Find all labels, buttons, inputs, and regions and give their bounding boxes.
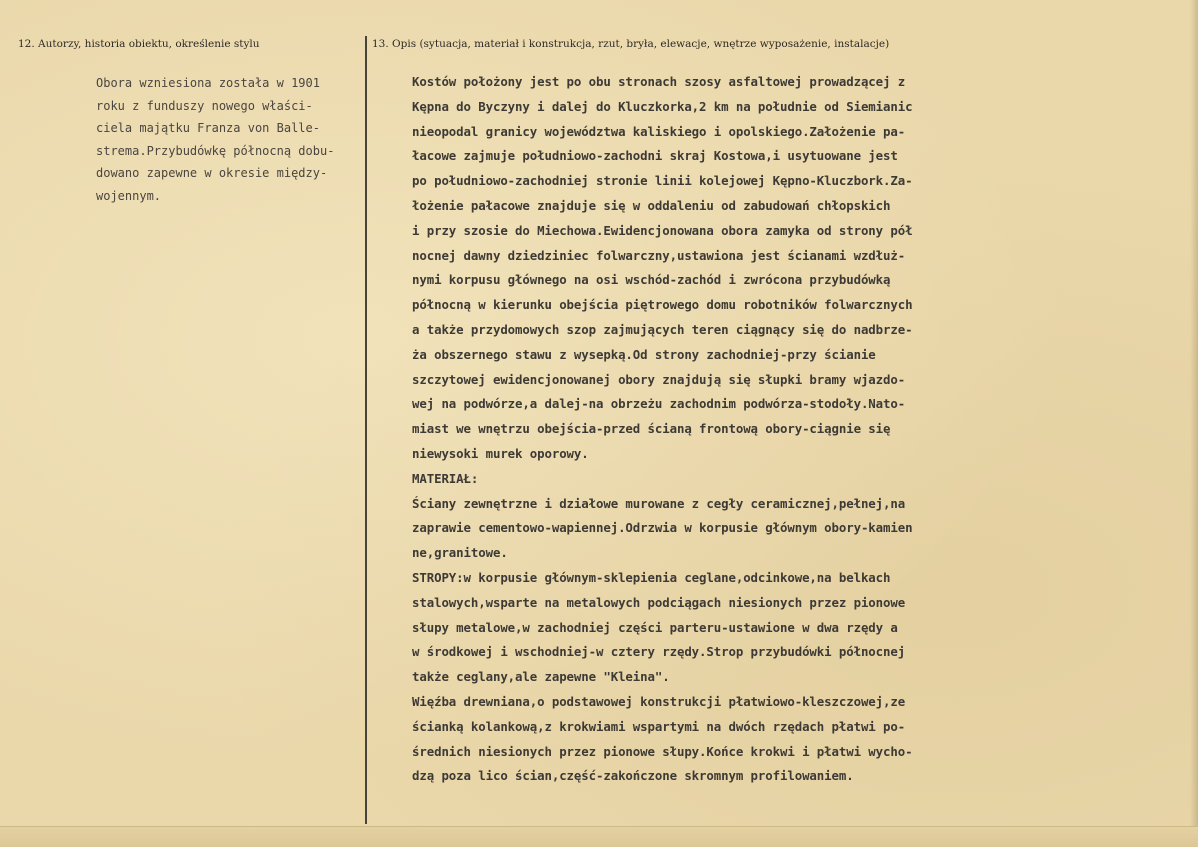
description-line: także ceglany,ale zapewne "Kleina".: [412, 669, 670, 685]
material-heading: MATERIAŁ:: [412, 470, 479, 486]
description-line: ne,granitowe.: [412, 545, 508, 561]
description-text-block: [412, 70, 1102, 789]
paper-bottom-edge: [0, 826, 1198, 847]
history-line: Obora wzniesiona została w 1901: [96, 76, 320, 90]
description-line: słupy metalowe,w zachodniej części parteru-ustawione w dwa rzędy a: [412, 619, 898, 635]
history-line: dowano zapewne w okresie między-: [96, 166, 328, 180]
history-line: roku z funduszy nowego właści-: [96, 98, 313, 113]
description-line: w środkowej i wschodniej-w cztery rzędy.Strop przybudówki północnej: [412, 644, 906, 660]
history-text-block: [96, 72, 364, 207]
column-divider: [365, 36, 367, 824]
description-line: ścianką kolankową,z krokwiami wspartymi na dwóch rzędach płatwi po-: [412, 718, 906, 734]
description-line: stalowych,wsparte na metalowych podciągach niesionych przez pionowe: [412, 594, 906, 610]
description-line: i przy szosie do Miechowa.Ewidencjonowana obora zamyka od strony pół: [412, 222, 913, 238]
description-line: Ściany zewnętrzne i działowe murowane z cegły ceramicznej,pełnej,na: [412, 495, 906, 511]
description-line: STROPY:w korpusie głównym-sklepienia ceglane,odcinkowe,na belkach: [412, 569, 891, 585]
section-12-header: 12. Autorzy, historia obiektu, określenie stylu: [18, 38, 260, 50]
description-line: nocnej dawny dziedziniec folwarczny,ustawiona jest ścianami wzdłuż-: [412, 247, 906, 263]
description-line: nymi korpusu głównego na osi wschód-zachód i zwrócona przybudówką: [412, 272, 891, 288]
history-line: strema.Przybudówkę północną dobu-: [96, 143, 335, 158]
description-line: miast we wnętrzu obejścia-przed ścianą frontową obory-ciągnie się: [412, 421, 891, 437]
description-line: dzą poza lico ścian,część-zakończone skromnym profilowaniem.: [412, 768, 854, 784]
description-line: Kępna do Byczyny i dalej do Kluczkorka,2 km na południe od Siemianic: [412, 98, 913, 114]
paper-edge: [1190, 0, 1198, 846]
description-line: po południowo-zachodniej stronie linii kolejowej Kępno-Kluczbork.Za-: [412, 173, 913, 189]
description-line: szczytowej ewidencjonowanej obory znajdują się słupki bramy wjazdo-: [412, 371, 906, 387]
description-line: północną w kierunku obejścia piętrowego domu robotników folwarcznych: [412, 297, 913, 313]
description-line: a także przydomowych szop zajmujących teren ciągnący się do nadbrze-: [412, 321, 913, 337]
description-line: łacowe zajmuje południowo-zachodni skraj Kostowa,i usytuowane jest: [412, 148, 898, 164]
description-line: niewysoki murek oporowy.: [412, 445, 589, 461]
history-line: ciela majątku Franza von Balle-: [96, 121, 320, 135]
section-13-header: 13. Opis (sytuacja, materiał i konstrukcja, rzut, bryła, elewacje, wnętrze wyposażenie, instalacje): [372, 38, 890, 50]
description-line: zaprawie cementowo-wapiennej.Odrzwia w korpusie głównym obory-kamien: [412, 520, 913, 536]
description-line: wej na podwórze,a dalej-na obrzeżu zachodnim podwórza-stodoły.Nato-: [412, 396, 906, 412]
description-line: Kostów położony jest po obu stronach szosy asfaltowej prowadzącej z: [412, 74, 906, 89]
description-line: ża obszernego stawu z wysepką.Od strony zachodniej-przy ścianie: [412, 346, 876, 362]
description-line: nieopodal granicy województwa kaliskiego i opolskiego.Założenie pa-: [412, 123, 906, 139]
description-line: Więźba drewniana,o podstawowej konstrukcji płatwiowo-kleszczowej,ze: [412, 693, 906, 709]
description-line: średnich niesionych przez pionowe słupy.Końce krokwi i płatwi wycho-: [412, 743, 913, 759]
history-line: wojennym.: [96, 188, 162, 203]
description-line: łożenie pałacowe znajduje się w oddaleniu od zabudowań chłopskich: [412, 197, 891, 213]
